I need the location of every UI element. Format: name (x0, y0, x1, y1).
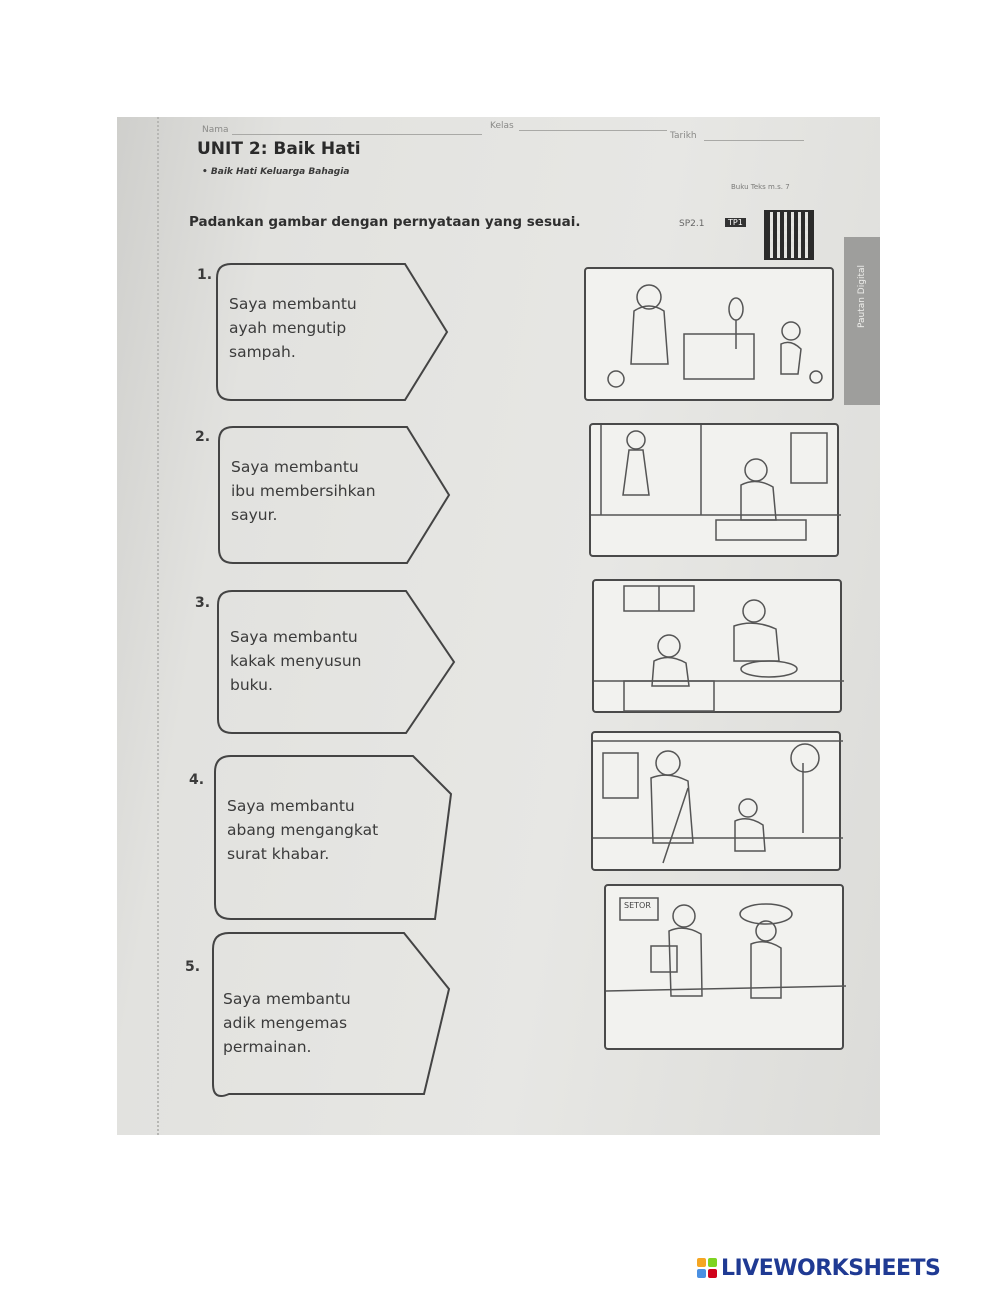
washing-and-cooking-illustration (594, 581, 844, 715)
boys-carrying-newspapers-illustration (606, 886, 846, 1052)
standard-code: SP2.1 (679, 219, 705, 229)
liveworksheets-icon (697, 1258, 717, 1278)
worksheet-page (117, 117, 880, 1135)
statement-text: Saya membantu adik mengemas permainan. (223, 990, 351, 1056)
picture-3[interactable] (592, 579, 842, 713)
statement-card[interactable] (209, 929, 454, 1069)
unit-subtitle: • Baik Hati Keluarga Bahagia (202, 167, 350, 177)
instruction-text: Padankan gambar dengan pernyataan yang sesuai. (189, 214, 581, 230)
picture-1[interactable] (584, 267, 834, 401)
item-number: 5. (185, 959, 201, 975)
father-and-son-picking-rubbish-illustration (593, 733, 843, 873)
field-line-tarikh (704, 140, 804, 141)
side-tab-label: Pautan Digital (857, 265, 867, 329)
level-badge: TP1 (725, 218, 746, 227)
picture-2[interactable] (589, 423, 839, 557)
qr-code-icon (764, 210, 814, 260)
item-number: 4. (189, 772, 205, 788)
field-label-tarikh: Tarikh (670, 131, 697, 141)
picture-4[interactable] (591, 731, 841, 871)
sign-label: SETOR (624, 901, 651, 910)
liveworksheets-logo (697, 1255, 940, 1281)
statement-card[interactable] (216, 589, 461, 729)
statement-card[interactable] (215, 262, 460, 402)
item-number: 3. (195, 595, 211, 611)
item-number: 2. (195, 429, 211, 445)
picture-5[interactable] (604, 884, 844, 1050)
statement-text: Saya membantu kakak menyusun buku. (230, 628, 362, 694)
unit-title: UNIT 2: Baik Hati (197, 139, 361, 159)
field-line-nama (232, 134, 482, 135)
field-line-kelas (519, 130, 667, 131)
statement-text: Saya membantu ibu membersihkan sayur. (231, 458, 376, 524)
statement-card[interactable] (213, 754, 458, 894)
statement-card[interactable] (217, 425, 462, 565)
worksheet-photo (117, 117, 880, 1135)
brand-name: LIVEWORKSHEETS (721, 1255, 941, 1281)
statement-text: Saya membantu abang mengangkat surat khabar. (227, 797, 379, 863)
children-packing-toys-illustration (586, 269, 836, 403)
side-tab (844, 237, 880, 405)
field-label-nama: Nama (202, 125, 229, 135)
field-label-kelas: Kelas (490, 121, 514, 131)
mother-and-girl-at-table-illustration (591, 425, 841, 559)
textbook-reference: Buku Teks m.s. 7 (731, 183, 790, 191)
item-number: 1. (197, 267, 213, 283)
binding-edge (157, 117, 161, 1135)
statement-text: Saya membantu ayah mengutip sampah. (229, 295, 357, 361)
